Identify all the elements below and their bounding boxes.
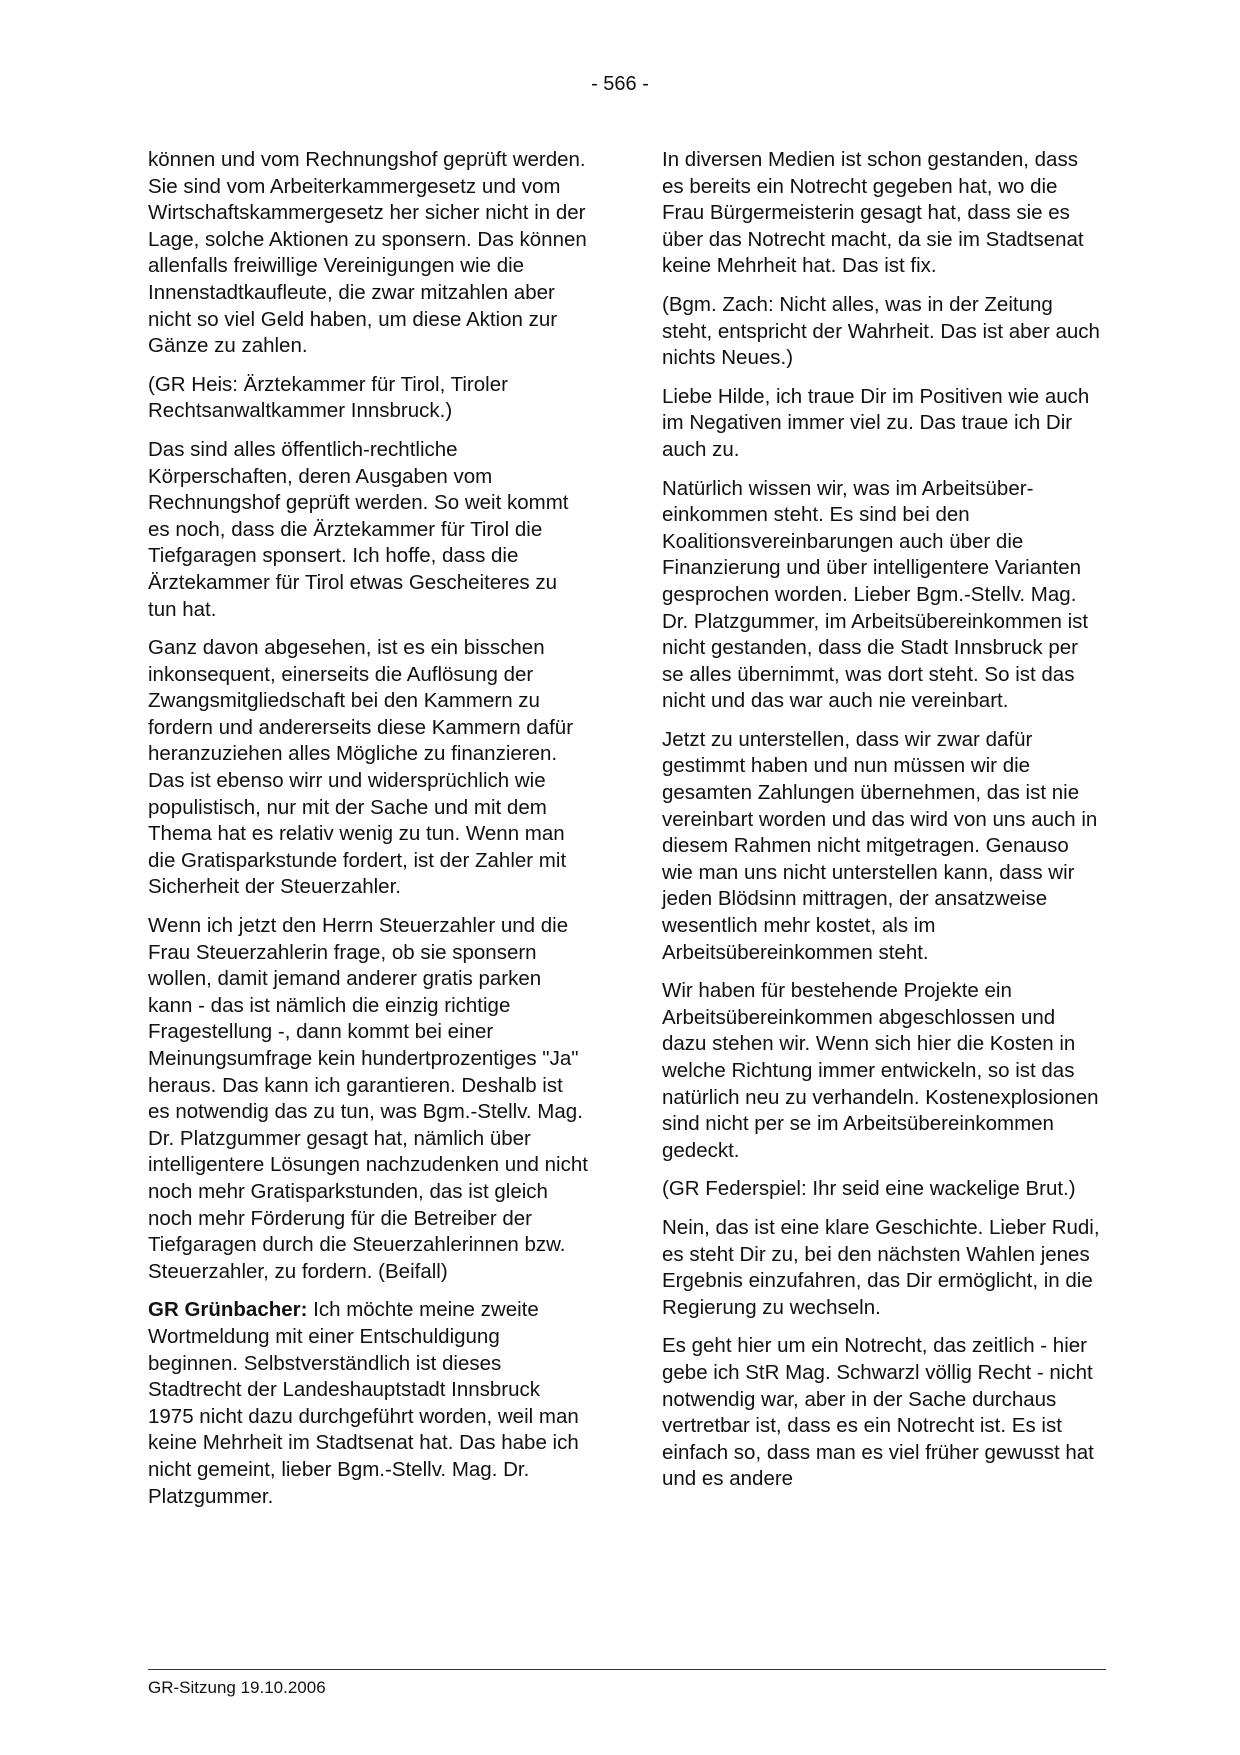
footer-divider xyxy=(148,1669,1106,1670)
speaker-text: Ich möchte meine zweite Wortmeldung mit einer Entschuldigung beginnen. Selbstverständlich ist dieses Stadtrecht der Landeshauptstadt Innsbruck 1975 nicht dazu durchgeführt worden, weil man keine Mehrheit im Stadtsenat hat. Das habe ich nicht gemeint, lieber Bgm.-Stellv. Mag. Dr. Platzgummer. xyxy=(148,1298,579,1508)
interjection: (Bgm. Zach: Nicht alles, was in der Zeitung steht, entspricht der Wahrheit. Das ist aber auch nichts Neues.) xyxy=(662,292,1100,370)
speaker-paragraph xyxy=(148,1297,588,1510)
interjection: (GR Federspiel: Ihr seid eine wackelige Brut.) xyxy=(662,1177,1076,1201)
paragraph: können und vom Rechnungshof geprüft werden. Sie sind vom Arbeiterkammergesetz und vom Wirtschaftskammergesetz her sicher nicht in der Lage, solche Aktionen zu sponsern. Das können allenfalls freiwillige Vereinigungen wie die Innenstadtkaufleute, die zwar mitzahlen aber nicht so viel Geld haben, um diese Aktion zur Gänze zu zahlen. xyxy=(148,148,587,358)
paragraph: Das sind alles öffentlich-rechtliche Körperschaften, deren Ausgaben vom Rechnungshof geprüft werden. So weit kommt es noch, dass die Ärztekammer für Tirol die Tiefgaragen sponsert. Ich hoffe, dass die Ärztekammer für Tirol etwas Gescheiteres zu tun hat. xyxy=(148,437,569,621)
paragraph: In diversen Medien ist schon gestanden, dass es bereits ein Notrecht gegeben hat, wo die Frau Bürgermeisterin gesagt hat, dass sie es über das Notrecht macht, da sie im Stadtsenat keine Mehrheit hat. Das ist fix. xyxy=(662,148,1084,278)
left-column xyxy=(148,147,588,1522)
paragraph: Nein, das ist eine klare Geschichte. Lieber Rudi, es steht Dir zu, bei den nächsten Wahlen jenes Ergebnis einzufahren, das Dir ermöglicht, in die Regierung zu wechseln. xyxy=(662,1215,1100,1319)
paragraph: Ganz davon abgesehen, ist es ein bisschen inkonsequent, einerseits die Auflösung der Zwangsmitgliedschaft bei den Kammern zu fordern und andererseits diese Kammern dafür heranzuziehen alles Mögliche zu finanzieren. Das ist ebenso wirr und widersprüchlich wie populistisch, nur mit der Sache und mit dem Thema hat es relativ wenig zu tun. Wenn man die Gratisparkstunde fordert, ist der Zahler mit Sicherheit der Steuerzahler. xyxy=(148,636,574,899)
paragraph: Wir haben für bestehende Projekte ein Arbeitsübereinkommen abgeschlossen und dazu stehen wir. Wenn sich hier die Kosten in welche Richtung immer entwickeln, so ist das natürlich neu zu verhandeln. Kostenexplosionen sind nicht per se im Arbeitsübereinkommen gedeckt. xyxy=(662,979,1099,1162)
speaker-name: GR Grünbacher: xyxy=(148,1298,308,1322)
paragraph: Es geht hier um ein Notrecht, das zeitlich - hier gebe ich StR Mag. Schwarzl völlig Recht - nicht notwendig war, aber in der Sache durchaus vertretbar ist, dass es ein Notrecht ist. Es ist einfach so, dass man es viel früher gewusst hat und es andere xyxy=(662,1334,1094,1491)
right-column xyxy=(662,147,1102,1505)
interjection: (GR Heis: Ärztekammer für Tirol, Tiroler Rechtsanwaltkammer Innsbruck.) xyxy=(148,372,508,423)
paragraph: Jetzt zu unterstellen, dass wir zwar dafür gestimmt haben und nun müssen wir die gesamten Zahlungen übernehmen, das ist nie vereinbart worden und das wird von uns auch in diesem Rahmen nicht mitgetragen. Genauso wie man uns nicht unterstellen kann, dass wir jeden Blödsinn mittragen, der ansatzweise wesentlich mehr kostet, als im Arbeitsübereinkommen steht. xyxy=(662,727,1098,964)
paragraph: Liebe Hilde, ich traue Dir im Positiven wie auch im Negativen immer viel zu. Das traue ich Dir auch zu. xyxy=(662,384,1090,461)
footer-session-date: GR-Sitzung 19.10.2006 xyxy=(148,1678,326,1697)
paragraph: Natürlich wissen wir, was im Arbeitsübereinkommen steht. Es sind bei den Koalitionsvereinbarungen auch über die Finanzierung und über intelligentere Varianten gesprochen worden. Lieber Bgm.-Stellv. Mag. Dr. Platzgummer, im Arbeitsübereinkommen ist nicht gestanden, dass die Stadt Innsbruck per se alles übernimmt, was dort steht. So ist das nicht und das war auch nie vereinbart. xyxy=(662,476,1089,713)
page-number: - 566 - xyxy=(591,73,649,95)
paragraph: Wenn ich jetzt den Herrn Steuerzahler und die Frau Steuerzahlerin frage, ob sie sponsern wollen, damit jemand anderer gratis parken kann - das ist nämlich die einzig richtige Fragestellung -, dann kommt bei einer Meinungsumfrage kein hundertprozentiges "Ja" heraus. Das kann ich garantieren. Deshalb ist es notwendig das zu tun, was Bgm.-Stellv. Mag. Dr. Platzgummer gesagt hat, nämlich über intelligentere Lösungen nachzudenken und nicht noch mehr Gratisparkstunden, das ist gleich noch mehr Förderung für die Betreiber der Tiefgaragen durch die Steuerzahlerinnen bzw. Steuerzahler, zu fordern. (Beifall) xyxy=(148,914,588,1283)
